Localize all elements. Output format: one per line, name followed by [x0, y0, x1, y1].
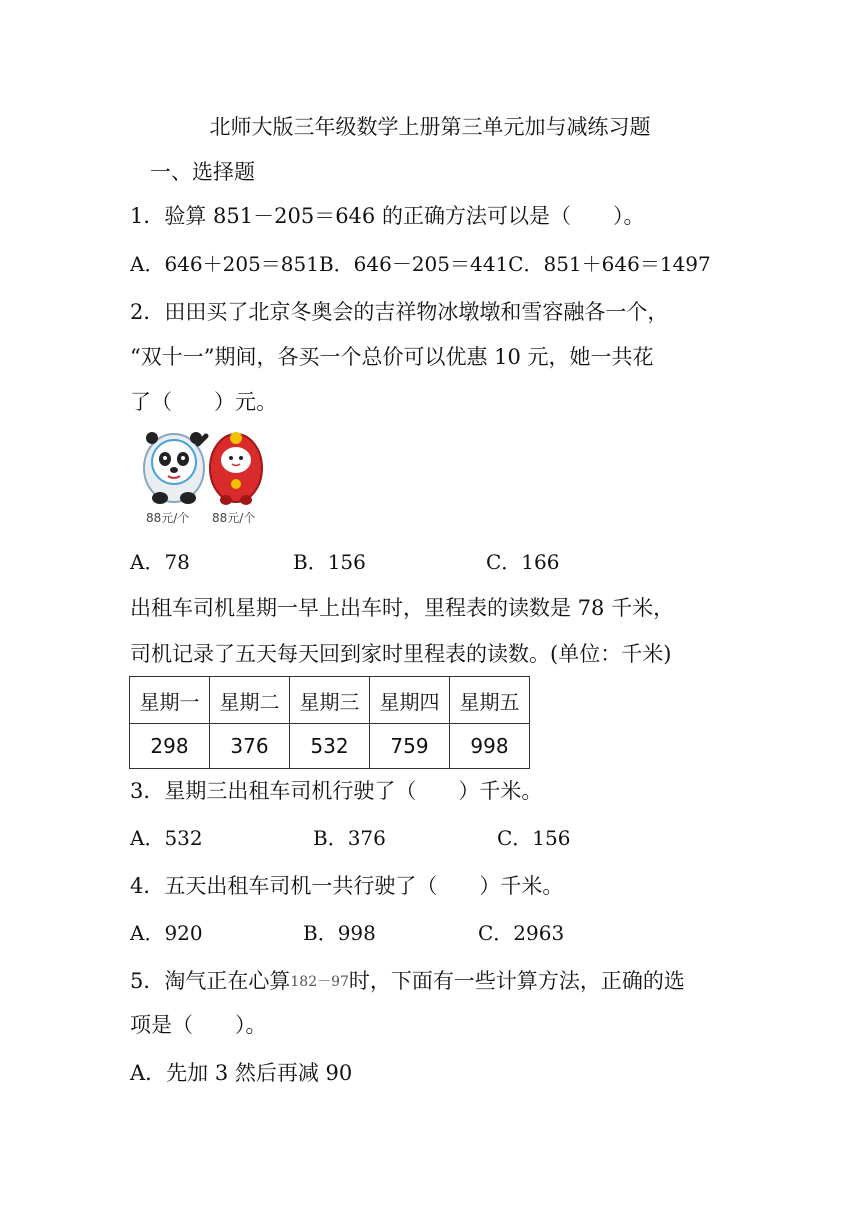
- question-2-option-b: B．156: [293, 550, 366, 574]
- question-3-option-a: A．532: [130, 826, 203, 850]
- question-4-option-c: C．2963: [478, 921, 565, 945]
- question-5-line-2: 项是（ ）。: [130, 1013, 267, 1037]
- question-5-line-1: [130, 971, 685, 992]
- question-5-suffix: 时，下面有一些计算方法，正确的选: [348, 969, 685, 993]
- table-cell: 759: [370, 724, 450, 769]
- question-3-option-b: B．376: [313, 826, 386, 850]
- bing-dwen-dwen-figure: [144, 432, 206, 504]
- table-header-row: [130, 677, 530, 724]
- table-row: [130, 724, 530, 769]
- question-4-option-b: B．998: [303, 921, 376, 945]
- question-3: 3．星期三出租车司机行驶了（ ）千米。: [130, 779, 543, 803]
- question-5-prefix: 5．淘气正在心算: [130, 969, 291, 993]
- mascot-image: [134, 424, 274, 528]
- table-cell: 298: [130, 724, 210, 769]
- question-4-option-a: A．920: [130, 921, 203, 945]
- table-cell: 998: [450, 724, 530, 769]
- question-2-option-a: A．78: [130, 550, 190, 574]
- question-2-line-2: “双十一”期间，各买一个总价可以优惠 10 元，她一共花: [130, 345, 654, 369]
- question-1-options: A．646＋205＝851B．646－205＝441C．851＋646＝1497: [130, 252, 711, 276]
- section-heading: 一、选择题: [150, 160, 255, 184]
- table-header-cell: 星期三: [290, 677, 370, 724]
- table-header-cell: 星期四: [370, 677, 450, 724]
- page-title: 北师大版三年级数学上册第三单元加与减练习题: [209, 115, 651, 139]
- question-2-line-3: 了（ ）元。: [130, 390, 277, 414]
- context-line-1: 出租车司机星期一早上出车时，里程表的读数是 78 千米，: [130, 596, 675, 620]
- table-header-cell: 星期二: [210, 677, 290, 724]
- question-5-expression: 182－97: [290, 974, 349, 990]
- question-4: 4．五天出租车司机一共行驶了（ ）千米。: [130, 874, 564, 898]
- question-1: 1．验算 851－205＝646 的正确方法可以是（ ）。: [130, 204, 645, 228]
- shuey-rhon-rhon-figure: [210, 432, 262, 505]
- table-cell: 376: [210, 724, 290, 769]
- table-cell: 532: [290, 724, 370, 769]
- question-2-line-1: 2．田田买了北京冬奥会的吉祥物冰墩墩和雪容融各一个，: [130, 300, 669, 324]
- price-tag-2: 88元/个: [212, 511, 256, 525]
- context-line-2: 司机记录了五天每天回到家时里程表的读数。(单位：千米): [130, 642, 672, 666]
- question-5-option-a: A．先加 3 然后再减 90: [130, 1061, 353, 1085]
- question-3-option-c: C．156: [497, 826, 571, 850]
- price-tag-1: 88元/个: [146, 511, 190, 525]
- table-header-cell: 星期一: [130, 677, 210, 724]
- table-header-cell: 星期五: [450, 677, 530, 724]
- question-2-option-c: C．166: [486, 550, 560, 574]
- odometer-table: [129, 676, 530, 769]
